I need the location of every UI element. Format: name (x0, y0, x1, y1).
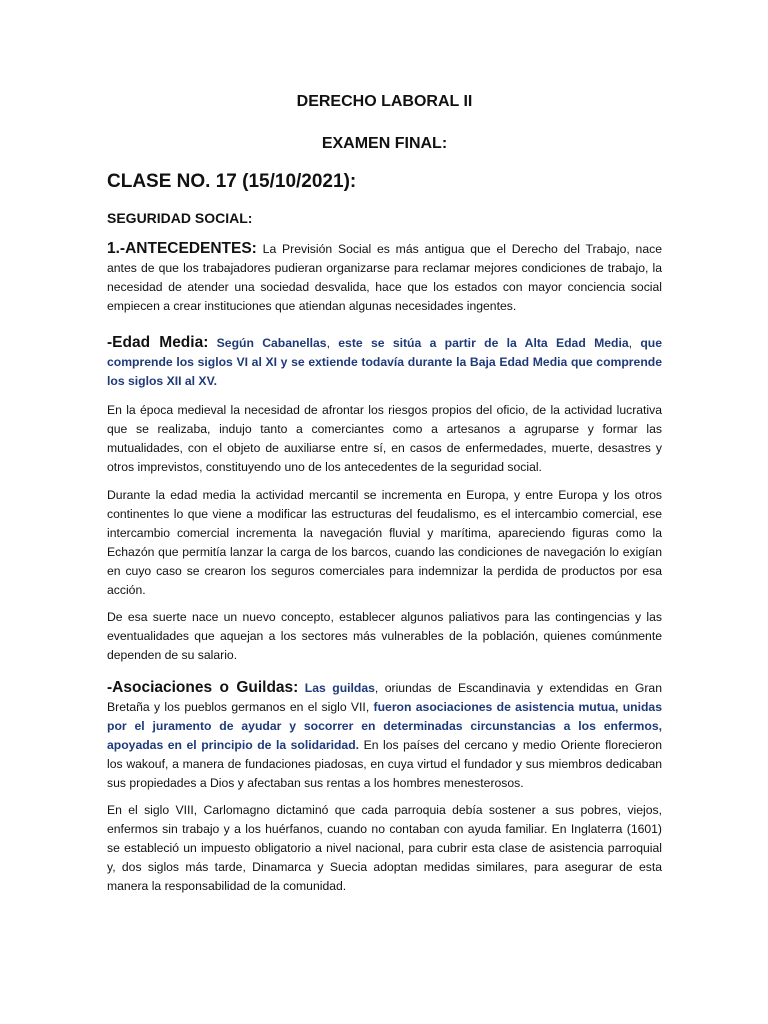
paragraph-antecedentes (107, 239, 662, 316)
edad-media-blue-3: que comprende los siglos VI al XI y se extiende todavía durante la Baja Edad Media que comprende los siglos XII al XV. (107, 336, 662, 388)
guildas-text-2: En los países del cercano y medio Oriente florecieron los wakouf, a manera de fundaciones piadosas, en cuya virtud el fundador y sus miembros dedicaban sus propiedades a Dios y afectaban sus rentas a los hombres menesterosos. (107, 738, 662, 790)
antecedentes-text: La Previsión Social es más antigua que el Derecho del Trabajo, nace antes de que los trabajadores pudieran organizarse para reclamar mejores condiciones de trabajo, la necesidad de atender una sociedad desvalida, hace que los estados con mayor conciencia social empiecen a crear instituciones que atiendan algunas necesidades ingentes. (107, 242, 662, 313)
exam-title: EXAMEN FINAL: (321, 135, 448, 152)
paragraph-carlomagno: En el siglo VIII, Carlomagno dictaminó que cada parroquia debía sostener a sus pobres, viejos, enfermos sin trabajo y a los huérfanos, cuando no contaban con ayuda familiar. En Inglaterra (1601) se estableció un impuesto obligatorio a nivel nacional, para cubrir esta clase de asistencia parroquial y, dos siglos más tarde, Dinamarca y Suecia adoptan medidas similares, para asegurar de esta manera la responsabilidad de la comunidad. (107, 803, 662, 893)
class-heading: CLASE NO. 17 (15/10/2021): (107, 171, 357, 192)
edad-media-text-2: , (628, 336, 641, 350)
paragraph-epoca-medieval: En la época medieval la necesidad de afrontar los riesgos propios del oficio, de la actividad lucrativa que se realizaba, indujo tanto a comerciantes como a artesanos a agruparse y formar las mutualidades, con el objeto de auxiliarse entre sí, en casos de enfermedades, muerte, desastres y otros imprevistos, constituyendo uno de los antecedentes de la seguridad social. (107, 403, 662, 474)
guildas-blue-1: Las guildas (298, 681, 375, 695)
antecedentes-lead: 1.-ANTECEDENTES: (107, 240, 257, 257)
edad-media-blue-1: Según Cabanellas (208, 336, 327, 350)
paragraph-nuevo-concepto: De esa suerte nace un nuevo concepto, establecer algunos paliativos para las contingencias y las eventualidades que aquejan a los sectores más vulnerables de la población, quienes comúnmente dependen de su salario. (107, 610, 662, 662)
edad-media-blue-2: este se sitúa a partir de la Alta Edad Media (338, 336, 629, 350)
paragraph-guildas (107, 678, 662, 793)
edad-media-text-1: , (326, 336, 339, 350)
course-title: DERECHO LABORAL II (296, 93, 473, 110)
guildas-lead: -Asociaciones o Guildas: (107, 679, 299, 696)
guildas-text-1: , oriundas de Escandinavia y extendidas en Gran Bretaña y los pueblos germanos en el siglo VII, (107, 681, 662, 714)
topic-heading: SEGURIDAD SOCIAL: (107, 210, 253, 226)
paragraph-edad-media (107, 333, 662, 391)
paragraph-actividad-mercantil: Durante la edad media la actividad mercantil se incrementa en Europa, y entre Europa y los otros continentes lo que viene a modificar las estructuras del feudalismo, es el intercambio comercial, ese intercambio comercial incrementa la navegación fluvial y marítima, apareciendo figuras como la Echazón que permitía lanzar la carga de los barcos, cuando las condiciones de navegación lo exigían en cuyo caso se crearon los seguros comerciales para indemnizar la perdida de productos por esa acción. (107, 488, 662, 597)
guildas-blue-2: fueron asociaciones de asistencia mutua, unidas por el juramento de ayudar y socorrer en determinadas circunstancias a los enfermos, apoyadas en el principio de la solidaridad. (107, 700, 662, 752)
edad-media-lead: -Edad Media: (107, 334, 209, 351)
